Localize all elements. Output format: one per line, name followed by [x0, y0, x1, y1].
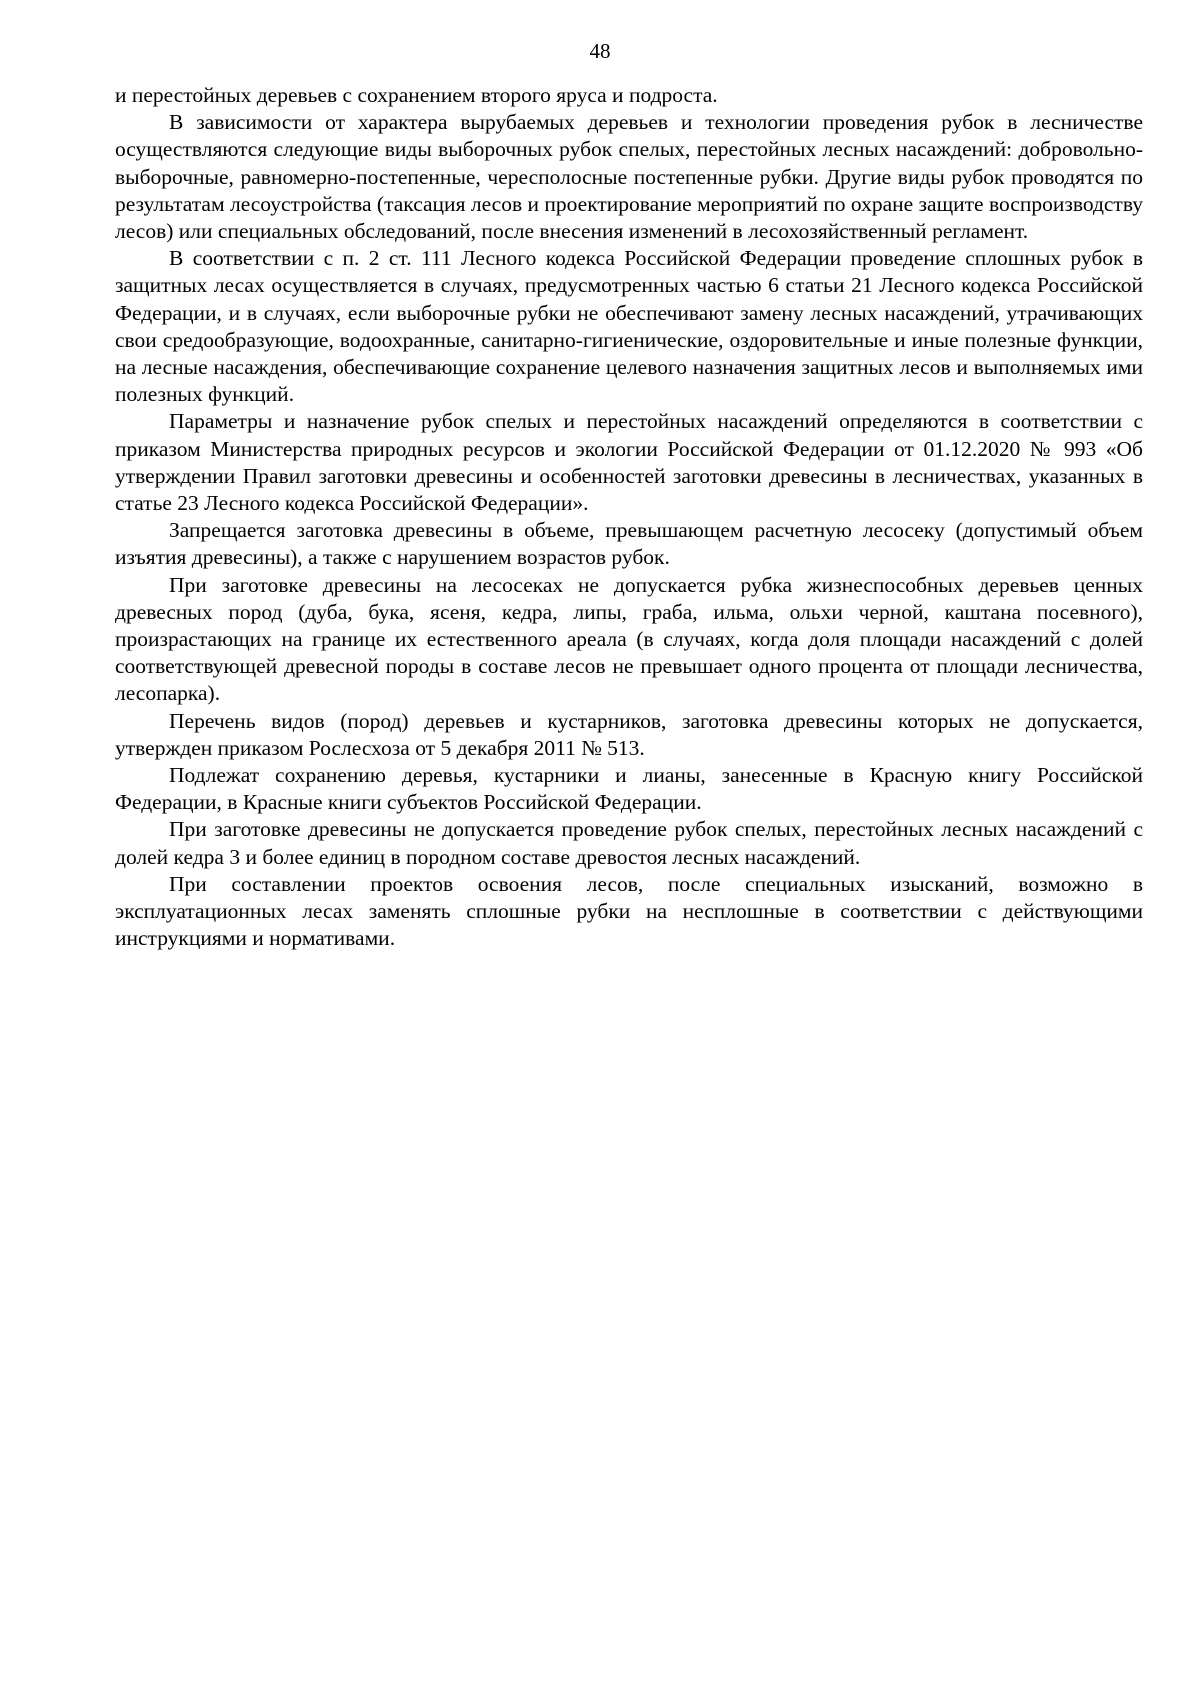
paragraph-selective-cutting-types: В зависимости от характера вырубаемых деревьев и технологии проведения рубок в лесничестве осуществляются следующие виды выборочных рубок спелых, перестойных лесных насаждений: добровольно-выборочные, равномерно-постепенные, чересполосные постепенные рубки. Другие виды рубок проводятся по результатам лесоустройства (таксация лесов и проектирование мероприятий по охране защите воспроизводству лесов) или специальных обследований, после внесения изменений в лесохозяйственный регламент.: [115, 110, 1143, 244]
paragraph-development-projects: При составлении проектов освоения лесов, после специальных изысканий, возможно в эксплуатационных лесах заменять сплошные рубки на несплошные в соответствии с действующими инструкциями и нормативами.: [115, 871, 1143, 951]
paragraph-species-list: Перечень видов (пород) деревьев и кустарников, заготовка древесины которых не допускается, утвержден приказом Рослесхоза от 5 декабря 2011 № 513.: [115, 708, 1143, 760]
paragraph-continuation: и перестойных деревьев с сохранением второго яруса и подроста.: [115, 83, 718, 107]
paragraph-cutting-parameters: Параметры и назначение рубок спелых и перестойных насаждений определяются в соответствии с приказом Министерства природных ресурсов и экологии Российской Федерации от 01.12.2020 № 993 «Об утверждении Правил заготовки древесины и особенностей заготовки древесины в лесничествах, указанных в статье 23 Лесного кодекса Российской Федерации».: [115, 409, 1143, 516]
paragraph-clear-cutting-protective-forests: В соответствии с п. 2 ст. 111 Лесного кодекса Российской Федерации проведение сплошных рубок в защитных лесах осуществляется в случаях, предусмотренных частью 6 статьи 21 Лесного кодекса Российской Федерации, и в случаях, если выборочные рубки не обеспечивают замену лесных насаждений, утрачивающих свои средообразующие, водоохранные, санитарно-гигиенические, оздоровительные и иные полезные функции, на лесные насаждения, обеспечивающие сохранение целевого назначения защитных лесов и выполняемых ими полезных функций.: [115, 246, 1143, 407]
paragraph-volume-prohibition: Запрещается заготовка древесины в объеме, превышающем расчетную лесосеку (допустимый объем изъятия древесины), а также с нарушением возрастов рубок.: [115, 518, 1143, 570]
page-number: 48: [589, 39, 611, 63]
paragraph-red-book: Подлежат сохранению деревья, кустарники и лианы, занесенные в Красную книгу Российской Федерации, в Красные книги субъектов Российской Федерации.: [115, 763, 1143, 815]
document-body: [115, 82, 1143, 953]
paragraph-cedar-restriction: При заготовке древесины не допускается проведение рубок спелых, перестойных лесных насаждений с долей кедра 3 и более единиц в породном составе древостоя лесных насаждений.: [115, 817, 1143, 869]
paragraph-valuable-species: При заготовке древесины на лесосеках не допускается рубка жизнеспособных деревьев ценных древесных пород (дуба, бука, ясеня, кедра, липы, граба, ильма, ольхи черной, каштана посевного), произрастающих на границе их естественного ареала (в случаях, когда доля площади насаждений с долей соответствующей древесной породы в составе лесов не превышает одного процента от площади лесничества, лесопарка).: [115, 572, 1143, 706]
